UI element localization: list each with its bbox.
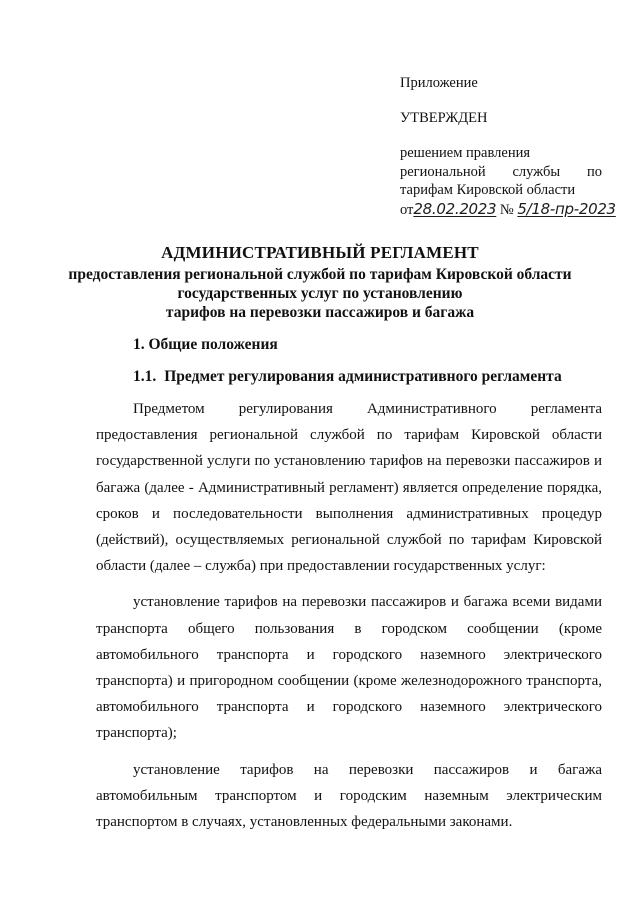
from-label: от — [400, 201, 414, 218]
document-body — [96, 396, 602, 835]
section-heading: 1. Общие положения — [133, 336, 278, 353]
subsection-number: 1.1. — [133, 368, 157, 385]
subsection-title: Предмет регулирования административного регламента — [164, 368, 562, 385]
decision-line: региональной службы по — [400, 163, 602, 180]
annex-label: Приложение — [400, 75, 478, 91]
subsection-heading — [133, 368, 562, 386]
decision-line: тарифам Кировской области — [400, 182, 576, 199]
title-line: тарифов на перевозки пассажиров и багажа — [165, 303, 475, 321]
paragraph: Предметом регулирования Административного регламента предоставления региональной службой по тарифам Кировской области государственной услуги по установлению тарифов на перевозки пассажиров и багажа (далее - Административный регламент) является определение порядка, сроков и последовательности выполнения административных процедур (действий), осуществляемых региональной службой по тарифам Кировской области (далее – служба) при предоставлении государственных услуг: — [96, 401, 602, 575]
handwritten-date: 28.02.2023 — [413, 199, 497, 218]
approval-block — [400, 74, 616, 219]
number-sign: № — [499, 201, 514, 218]
date-number-line — [400, 199, 616, 220]
document-title — [0, 243, 640, 322]
paragraph: установление тарифов на перевозки пассажиров и багажа автомобильным транспортом и городским наземным электрическим транспортом в случаях, установленных федеральными законами. — [96, 761, 602, 831]
decision-text — [400, 144, 616, 219]
handwritten-number: 5/18-пр-2023 — [517, 199, 616, 218]
title-main: АДМИНИСТРАТИВНЫЙ РЕГЛАМЕНТ — [161, 243, 479, 262]
title-line: государственных услуг по установлению — [177, 284, 463, 302]
paragraph: установление тарифов на перевозки пассажиров и багажа всеми видами транспорта общего пользования в городском сообщении (кроме автомобильного транспорта и городского наземного электрического транспорта) и пригородном сообщении (кроме железнодорожного транспорта, автомобильного транспорта и городского наземного электрического транспорта); — [96, 594, 602, 742]
title-line: предоставления региональной службой по тарифам Кировской области — [68, 265, 572, 283]
decision-line: решением правления — [400, 145, 531, 162]
approved-label: УТВЕРЖДЕН — [400, 109, 488, 126]
